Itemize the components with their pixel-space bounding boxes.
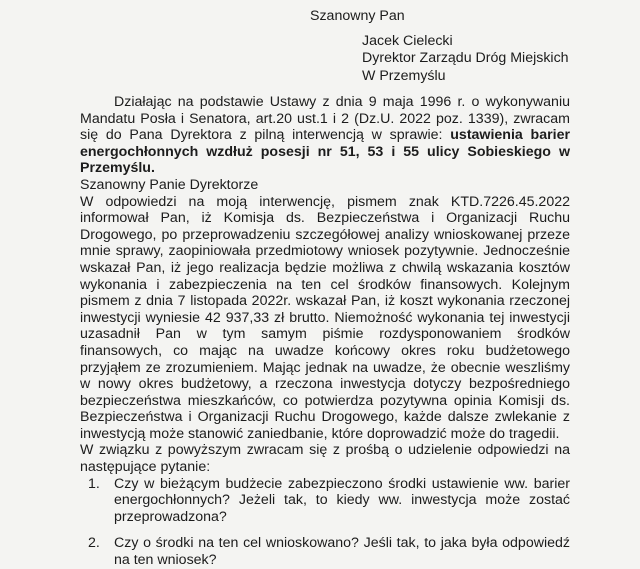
- request-paragraph: W związku z powyższym zwracam się z prośbą o udzielenie odpowiedzi na następujące pytanie:: [80, 442, 570, 476]
- greeting: Szanowny Panie Dyrektorze: [80, 176, 259, 193]
- list-item: [80, 476, 570, 526]
- list-item-number: 2.: [88, 535, 100, 552]
- list-item-text: Czy w bieżącym budżecie zabezpieczono środki ustawienie ww. barier energochłonnych? Jeżeli tak, to kiedy ww. inwestycja może zostać przeprowadzona?: [114, 475, 570, 525]
- question-list: [80, 476, 570, 569]
- addressee-name: Jacek Cielecki: [362, 32, 453, 49]
- intro-text: Działając na podstawie Ustawy z dnia 9 maja 1996 r. o wykonywaniu Mandatu Posła i Senatora, art.20 ust.1 i 2 (Dz.U. 2022 poz. 1339), zwracam się do Pana Dyrektora z pilną interwencją w sprawie:: [80, 94, 570, 144]
- list-item-text: Czy o środki na ten cel wnioskowano? Jeśli tak, to jaka była odpowiedź na ten wniosek?: [114, 535, 570, 569]
- addressee-position: Dyrektor Zarządu Dróg Miejskich: [362, 50, 569, 66]
- list-item: [80, 535, 570, 568]
- addressee-city: W Przemyślu: [362, 67, 446, 84]
- main-paragraph: W odpowiedzi na moją interwencję, pismem znak KTD.7226.45.2022 informował Pan, iż Komisja ds. Bezpieczeństwa i Organizacji Ruchu Drogowego, po przeprowadzeniu szczegółowej analizy wnioskowanej przeze mnie sprawy, zaopiniowała przedmiotowy wniosek pozytywnie. Jednocześnie wskazał Pan, iż jego realizacja będzie możliwa z chwilą wskazania kosztów wykonania i zabezpieczenia na ten cel środków finansowych. Kolejnym pismem z dnia 7 listopada 2022r. wskazał Pan, iż koszt wykonania rzeczonej inwestycji wyniesie 42 937,33 zł brutto. Niemożność wykonania tej inwestycji uzasadnił Pan w tym samym piśmie rozdysponowaniem środków finansowych, co mając na uwadze końcowy okres roku budżetowego przyjąłem ze zrozumieniem. Mając jednak na uwadze, że obecnie weszliśmy w nowy okres budżetowy, a rzeczona inwestycja dotyczy bezpośredniego bezpieczeństwa mieszkańców, co potwierdza pozytywna opinia Komisji ds. Bezpieczeństwa i Organizacji Ruchu Drogowego, każde dalsze zwlekanie z inwestycją może stanowić zaniedbanie, które doprowadzić może do tragedii.: [80, 193, 570, 442]
- list-item-number: 1.: [88, 475, 100, 492]
- intro-subject-bold: ustawienia barier energochłonnych wzdłuż posesji nr 51, 53 i 55 ulicy Sobieskiego w Przemyślu.: [80, 127, 570, 177]
- intro-paragraph: [80, 94, 570, 177]
- addressee-block: [310, 8, 569, 85]
- list-spacer: [80, 525, 570, 535]
- letter-body: [80, 94, 570, 569]
- addressee-salutation: Szanowny Pan: [310, 8, 405, 24]
